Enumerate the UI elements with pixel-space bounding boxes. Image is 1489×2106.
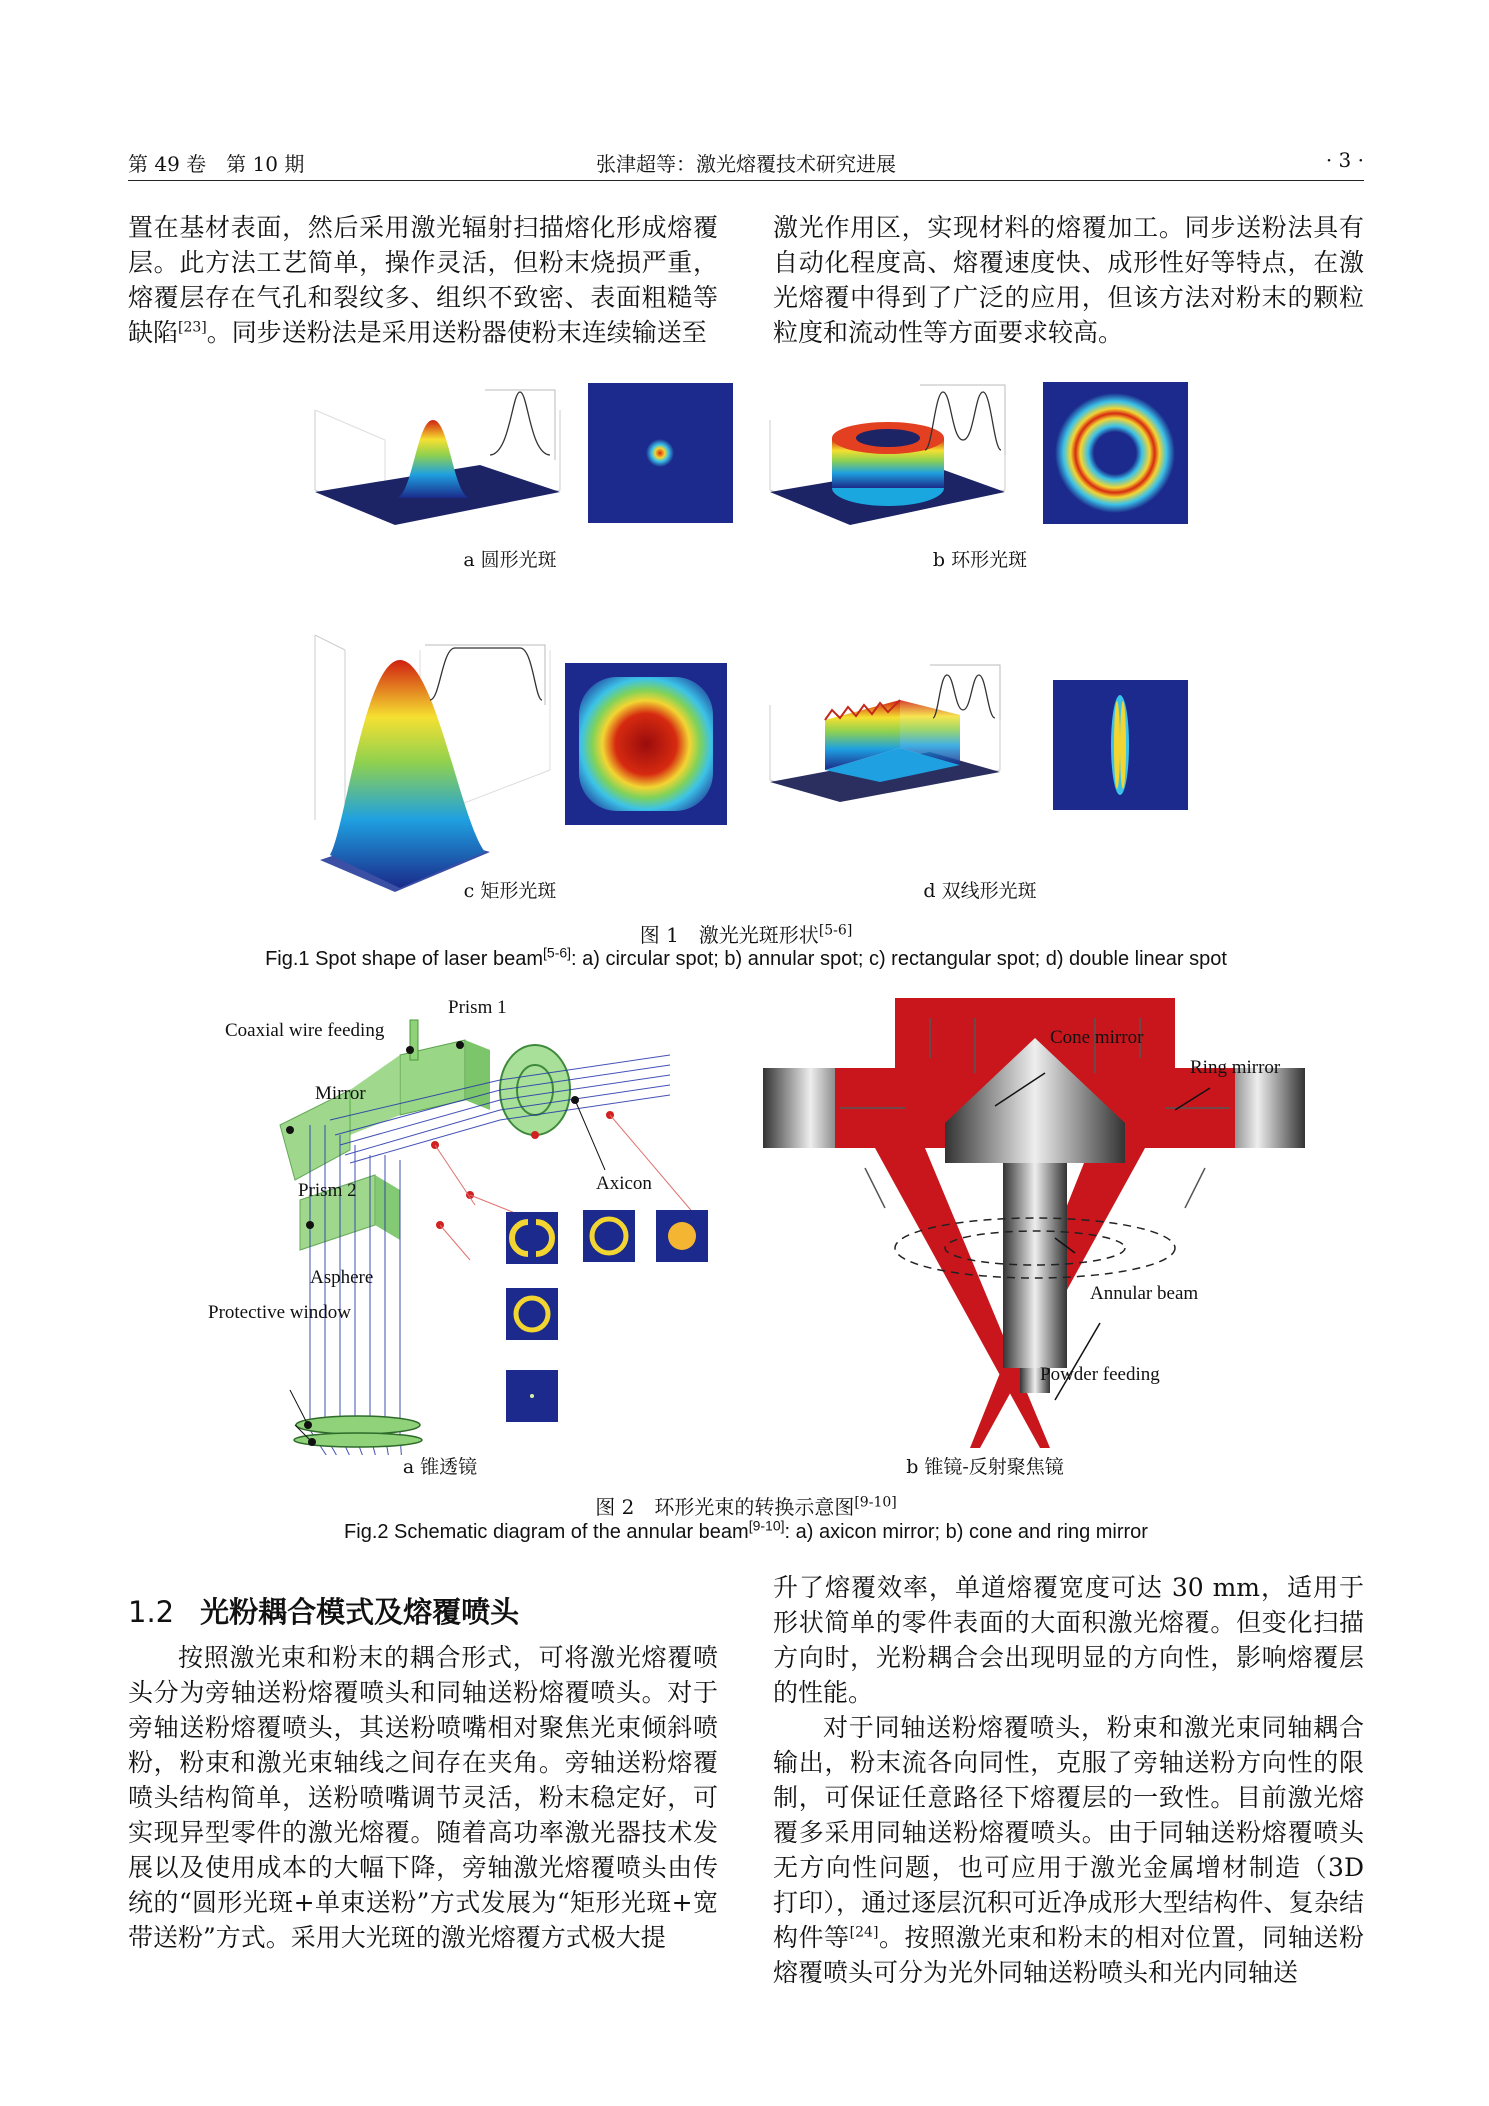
body-text: 对于同轴送粉熔覆喷头，粉束和激光束同轴耦合输出，粉末流各向同性，克服了旁轴送粉方向性的限制，可保证任意路径下熔覆层的一致性。目前激光熔覆多采用同轴送粉熔覆喷头。由于同轴送粉熔覆喷头无方向性问题，也可应用于激光金属增材制造（3D 打印），通过逐层沉积可近净成形大型结构件、复杂结构件等 [773,1713,1364,1952]
body-text: 。同步送粉法是采用送粉器使粉末连续输送至 [206,318,707,347]
fig1-sublabel-b: b 环形光斑 [932,549,1028,571]
journal-volume-issue: 第 49 卷 第 10 期 [128,152,305,176]
body-text: 激光作用区，实现材料的熔覆加工。同步送粉法具有自动化程度高、熔覆速度快、成形性好等特点，在激光熔覆中得到了广泛的应用，但该方法对粉末的颗粒粒度和流动性等方面要求较高。 [773,213,1364,347]
label-coaxial-wire: Coaxial wire feeding [225,1020,385,1041]
fig2a-inset-point [506,1370,558,1422]
body-text: 按照激光束和粉末的耦合形式，可将激光熔覆喷头分为旁轴送粉熔覆喷头和同轴送粉熔覆喷头。对于旁轴送粉熔覆喷头，其送粉喷嘴相对聚焦光束倾斜喷粉，粉束和激光束轴线之间存在夹角。旁轴送粉熔覆喷头结构简单，送粉喷嘴调节灵活，粉末稳定好，可实现异型零件的激光熔覆。随着高功率激光器技术发展以及使用成本的大幅下降，旁轴激光熔覆喷头由传统的“圆形光斑+单束送粉”方式发展为“矩形光斑+宽带送粉”方式。采用大光斑的激光熔覆方式极大提 [128,1643,718,1952]
top-right-column [773,210,1364,350]
label-axicon: Axicon [596,1173,652,1194]
label-ring-mirror: Ring mirror [1190,1057,1281,1078]
fig2a-axicon-schematic [200,995,720,1455]
fig2-caption-cn: 图 2 环形光束的转换示意图[9-10] [595,1494,897,1519]
section-number: 1.2 [128,1595,175,1629]
label-annular-beam: Annular beam [1090,1283,1199,1304]
fig2-sublabel-b: b 锥镜-反射聚焦镜 [906,1456,1064,1478]
label-powder-feeding: Powder feeding [1040,1364,1160,1385]
fig1-caption-en: Fig.1 Spot shape of laser beam[5-6]: a) circular spot; b) annular spot; c) rectangular spot; d) double linear spot [265,944,1227,970]
fig1-sublabel-a: a 圆形光斑 [463,549,557,571]
bottom-right-column [773,1570,1364,1990]
fig2a-inset-split-ring [506,1212,558,1264]
fig1a-3d-plot [305,380,570,530]
fig2-caption-en: Fig.2 Schematic diagram of the annular beam[9-10]: a) axicon mirror; b) cone and ring mirror [344,1517,1148,1543]
fig1-caption-cn: 图 1 激光光斑形状[5-6] [639,922,853,947]
fig1a-2d-spot [588,383,733,523]
fig1b-3d-plot [760,380,1015,530]
fig1b-2d-spot [1043,382,1188,524]
fig2a-inset-ring [583,1210,635,1262]
fig1-sublabel-c: c 矩形光斑 [463,880,557,902]
citation: [24] [849,1924,879,1941]
fig2a-inset-ring-2 [506,1288,558,1340]
fig1c-2d-spot [565,663,727,825]
fig2a-inset-disk [656,1210,708,1262]
label-mirror: Mirror [315,1083,366,1104]
fig1c-3d-plot [290,620,560,895]
body-text: 升了熔覆效率，单道熔覆宽度可达 30 mm，适用于形状简单的零件表面的大面积激光熔覆。但变化扫描方向时，光粉耦合会出现明显的方向性，影响熔覆层的性能。 [773,1573,1364,1707]
body-text: 。按照激光束和粉末的相对位置，同轴送粉熔覆喷头可分为光外同轴送粉喷头和光内同轴送 [773,1923,1364,1987]
label-cone-mirror: Cone mirror [1050,1027,1144,1048]
section-title: 光粉耦合模式及熔覆喷头 [200,1595,520,1629]
label-protective-window: Protective window [208,1302,352,1323]
fig1d-3d-plot [760,660,1010,805]
running-title: 张津超等：激光熔覆技术研究进展 [596,152,896,176]
fig2-sublabel-a: a 锥透镜 [402,1456,478,1478]
fig1-sublabel-d: d 双线形光斑 [923,880,1037,902]
citation: [23] [178,319,207,336]
label-prism1: Prism 1 [448,997,507,1018]
body-text: 置在基材表面，然后采用激光辐射扫描熔化形成熔覆层。此方法工艺简单，操作灵活，但粉末烧损严重，熔覆层存在气孔和裂纹多、组织不致密、表面粗糙等缺陷 [128,213,718,347]
label-asphere: Asphere [310,1267,374,1288]
section-heading [128,1590,519,1631]
bottom-left-column [128,1640,718,1955]
top-left-column [128,210,718,350]
body-paragraph [773,1710,1364,1990]
running-header [128,146,1364,181]
label-prism2: Prism 2 [298,1180,357,1201]
fig1d-2d-spot [1053,680,1188,810]
page-number: · 3 · [1325,148,1364,172]
